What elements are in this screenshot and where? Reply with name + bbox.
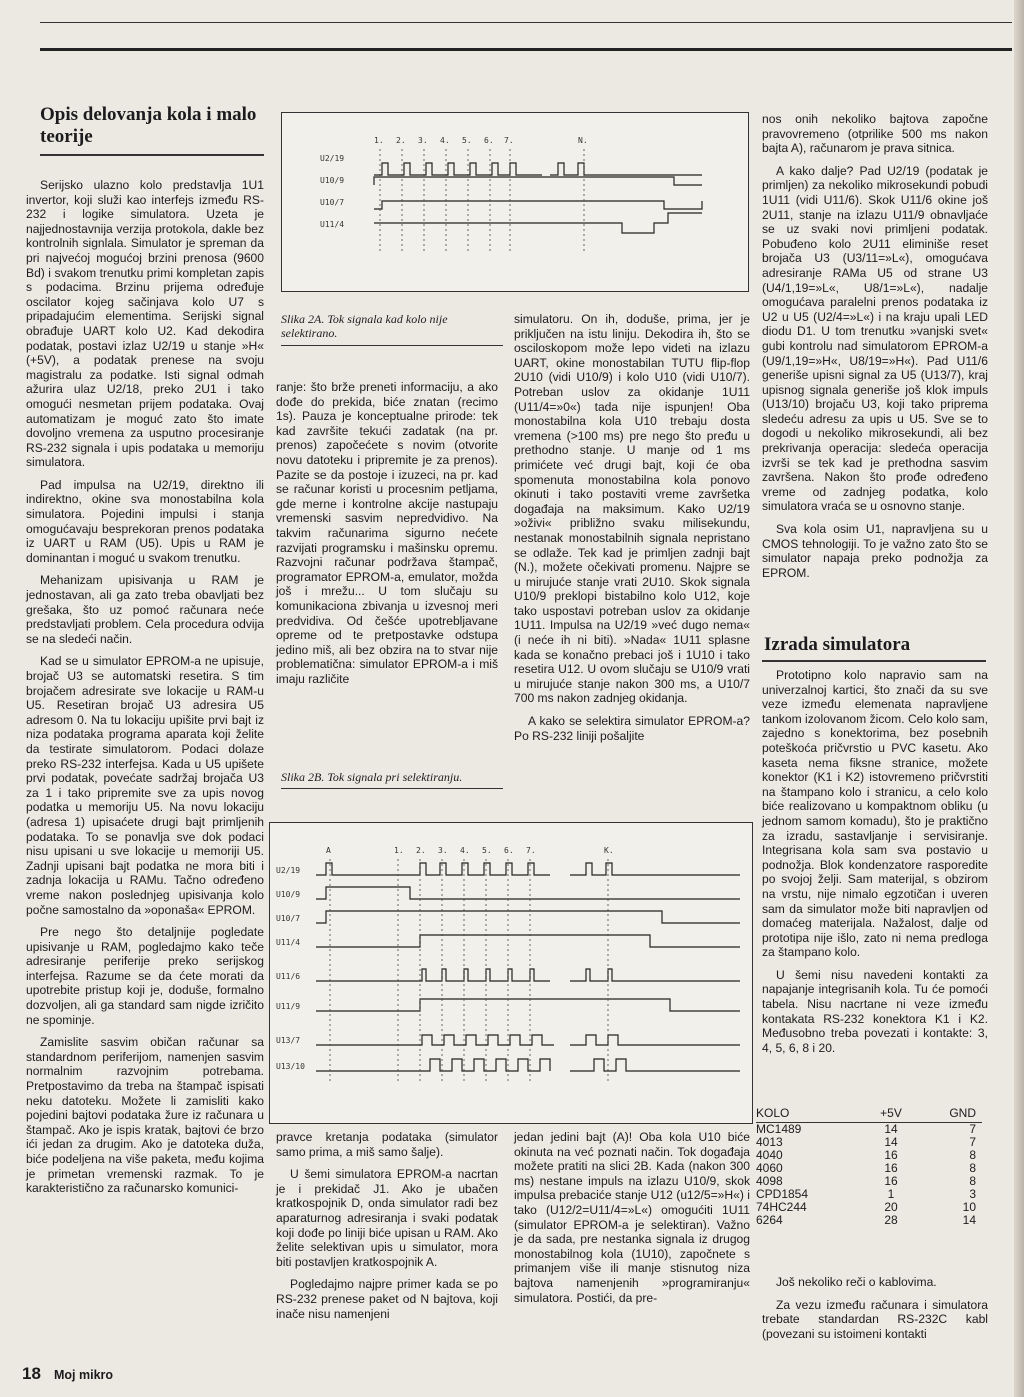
column-4: [762, 112, 988, 588]
column-3-bottom: [514, 1130, 750, 1313]
table-cell: 1: [887, 1187, 895, 1201]
column-2-bottom: [276, 1130, 498, 1329]
diagram-label: U13/10: [276, 1062, 305, 1071]
column-3: [514, 312, 750, 751]
diagram-label: 4.: [460, 846, 470, 855]
table-row: [756, 1149, 982, 1162]
table-row: [756, 1136, 982, 1149]
diagram-label: N.: [578, 136, 588, 145]
table-cell: MC1489: [756, 1122, 802, 1136]
paragraph: Pre nego što detaljnije pogledate upisivanje u RAM, pogledajmo kako teče adresiranje periferije preko serijskog interfejsa. Razume se da ćete morati da upotrebite pristup koji je, doduše, formalno dozvoljen, ali ga standard sam nigde izričito ne spominje.: [26, 925, 264, 1027]
page-spine-shadow: [1014, 0, 1024, 1397]
top-rule-thick: [40, 48, 1012, 51]
table-header-gnd: GND: [949, 1106, 976, 1120]
diagram-label: U11/9: [276, 1002, 301, 1011]
paragraph: Serijsko ulazno kolo predstavlja 1U1 invertor, koji služi kao interfejs između RS-232 i logike simulatora. Uzeta je najjednostavnija verzija protokola, dakle bez kontrolnih signlala. Simulator je spreman da pri najvećoj mogućoj brzini prenosa (9600 Bd) i svakom trenutku primi kompletan zapis s podacima. Brzinu prijema određuje oscilator kojeg sačinjava kolo U7 s pripadajućim elementima. Serijski signal obrađuje UART kolo U2. Kad dekodira podatak, postavi izlaz U2/19 u stanje »H« (+5V), a podatak prenese na svoju magistralu za podatke. Isti signal odmah ažurira ulaz U2/18, preko 2U1 i tako omogući nesmetan prijem podataka. Ovaj automatizam je moguć zato što imate dovoljno vremena za usputno procesiranje RS-232 signala i upis podataka u memoriju simulatora.: [26, 178, 264, 470]
diagram-label: U11/4: [276, 938, 301, 947]
diagram-label: 4.: [440, 136, 450, 145]
page-number: 18: [22, 1364, 41, 1383]
diagram-label: U10/7: [320, 198, 345, 207]
caption-rule: [281, 788, 503, 789]
table-cell: 4060: [756, 1161, 783, 1175]
diagram-label: 2.: [396, 136, 406, 145]
table-row: [756, 1214, 982, 1227]
paragraph: Prototipno kolo napravio sam na univerzalnoj kartici, što znači da su sve veze između elemenata napravljene tankom izolovanom žicom. Celo kolo sam, zajedno s konektorima, bez posebnih poteškoća pričvrstio u PVC kasetu. Ako kaseta nema fiksne stranice, možete konektor (K1 i K2) istovremeno pričvrstiti na štampano kolo i stranicu, a celo kolo biće realizovano u kompaktnom obliku (u jednom samom komadu), što je praktično za izradu, sastavljanje i servisiranje. Integrisana kola sam sva postavio u podnožja. Blok kondenzatore rasporedite po svojoj želji. Sam materijal, s obzirom na vrstu, nije nimalo egzotičan i uveren sam da simulator može biti napravljen od domaćeg materijala. Nažalost, dalje od prototipa nije išlo, zato ni nema predloga za štampano kolo.: [762, 668, 988, 960]
diagram-label: U2/19: [320, 154, 345, 163]
column-4-middle: [762, 668, 988, 1063]
table-cell: 4040: [756, 1148, 783, 1162]
figure-caption-2a: Slika 2A. Tok signala kad kolo nije selektirano.: [281, 312, 448, 340]
diagram-label: U10/7: [276, 914, 301, 923]
section-heading-build: Izrada simulatora: [764, 634, 911, 655]
section-heading-theory: Opis delovanja kola i malo teorije: [40, 104, 257, 147]
timing-diagram-2b: [269, 822, 753, 1124]
magazine-name: Moj mikro: [54, 1368, 114, 1382]
power-pin-table: [756, 1106, 982, 1227]
column-1: [26, 178, 264, 1204]
table-cell: 20: [884, 1200, 898, 1214]
paragraph: Kad se u simulator EPROM-a ne upisuje, brojač U3 se automatski resetira. S tim brojačem adresirate sve lokacije u RAM-u U5. Resetiran brojač U3 adresira U5 adresom 0. Na tu lokaciju upišite prvi bajt iz niza podataka programa aparata koji želite da testirate simulatorom. Podaci dolaze preko RS-232 interfejsa. Kada u U5 upišete prvi podatak, povećate sadržaj brojača U3 za 1 i tako pripremite sve za upis novog podatka u memoriju U5. Na novu lokaciju (adresa 1) upisaćete drugi bajt primljenih podataka. To se ponavlja sve dok podaci nisu upisani u sve lokacije u memoriji U5. Zadnji upisani bajt podatka ne mora biti i zadnja lokacija u RAMu. Tačno određeno vreme nakon poslednjeg upisivanja kolo počne samostalno da »oponaša« EPROM.: [26, 654, 264, 917]
paragraph: Za vezu između računara i simulatora trebate standardan RS-232C kabl (povezani su istoimeni kontakti: [762, 1297, 988, 1341]
table-header-kolo: KOLO: [756, 1106, 790, 1120]
column-2: [276, 380, 498, 694]
diagram-label: U13/7: [276, 1036, 301, 1045]
diagram-label: 7.: [526, 846, 536, 855]
table-cell: 74HC244: [756, 1200, 807, 1214]
table-cell: 3: [969, 1187, 976, 1201]
table-cell: 16: [884, 1174, 898, 1188]
diagram-label: 5.: [462, 136, 472, 145]
timing-diagram-2a: [281, 112, 749, 292]
table-cell: 4098: [756, 1174, 783, 1188]
table-cell: 7: [969, 1135, 976, 1149]
table-cell: 8: [969, 1161, 976, 1175]
heading-rule: [40, 154, 264, 156]
diagram-label: 1.: [374, 136, 384, 145]
table-cell: CPD1854: [756, 1187, 809, 1201]
diagram-label: 7.: [504, 136, 514, 145]
table-cell: 4013: [756, 1135, 783, 1149]
diagram-label: 5.: [482, 846, 492, 855]
table-cell: 14: [962, 1213, 976, 1227]
paragraph: pravce kretanja podataka (simulator samo prima, a miš samo šalje).: [276, 1130, 498, 1159]
table-row: [756, 1123, 982, 1136]
paragraph: Zamislite sasvim običan računar sa standardnom periferijom, namenjen sasvim normalnim razvojnim potrebama. Pretpostavimo da treba na štampač ispisati neku datoteku. Možete li zamisliti kako pojedini bajtovi podataka žure iz računara u štampač. Ako je ispis kratak, bajtovi će brzo ići jedan za drugim. Ako je datoteka duža, biće podeljena na više paketa, među kojima je primetan vremenski razmak. To je karakteristično za računarsko komunici-: [26, 1035, 264, 1196]
table-row: [756, 1201, 982, 1214]
diagram-label: U11/6: [276, 972, 301, 981]
table-cell: 8: [969, 1174, 976, 1188]
table-cell: 14: [884, 1122, 898, 1136]
diagram-label: A: [326, 846, 331, 855]
table-cell: 14: [884, 1135, 898, 1149]
diagram-label: 3.: [438, 846, 448, 855]
diagram-label: 1.: [394, 846, 404, 855]
paragraph: jedan jedini bajt (A)! Oba kola U10 biće okinuta na već poznati način. Tok događaja možete pratiti na slici 2B. Kada (nakon 300 ms) nestane impuls na izlazu U10/9, skok impulsa prebaciće stanje U12 (u12/5=»H«) i tako (U12/2=U11/4=»L«) omogućiti 1U11 (simulator EPROM-a je selektiran). Važno je da sada, pre nestanka signala iz drugog monostabilnog kola (1U10), započnete s primanjem više ili manje stisnutog niza bajtova namenjenih »programiranju« simulatora. Postići, da pre-: [514, 1130, 750, 1305]
top-rule: [40, 22, 1012, 23]
paragraph: A kako se selektira simulator EPROM-a? Po RS-232 liniji pošaljite: [514, 714, 750, 743]
table-cell: 6264: [756, 1213, 783, 1227]
diagram-label: 6.: [484, 136, 494, 145]
paragraph: Pad impulsa na U2/19, direktno ili indirektno, okine sva monostabilna kola simulatora. Pojedini impulsi i stanja omogućavaju besprekoran prenos podataka iz UART u RAM (U5). Upis u RAM je dominantan i moguć u svakom trenutku.: [26, 477, 264, 565]
diagram-label: 6.: [504, 846, 514, 855]
diagram-label: K.: [604, 846, 614, 855]
diagram-label: U10/9: [276, 890, 301, 899]
paragraph: U šemi nisu navedeni kontakti za napajanje integrisanih kola. Tu će pomoći tabela. Nisu nacrtane ni veze između kontakata RS-232 konektora K1 i K2. Međusobno treba povezati i kontakte: 3, 4, 5, 6, 8 i 20.: [762, 967, 988, 1055]
figure-caption-2b: Slika 2B. Tok signala pri selektiranju.: [281, 770, 463, 784]
diagram-label: U2/19: [276, 866, 301, 875]
timing-diagram-2a-svg: [282, 113, 748, 291]
paragraph: nos onih nekoliko bajtova započne pravovremeno (otprilike 500 ms nakon bajta A), računarom je prava sitnica.: [762, 112, 988, 156]
table-header: [756, 1106, 982, 1123]
timing-diagram-2b-svg: [270, 823, 752, 1123]
caption-rule: [281, 345, 503, 346]
table-cell: 8: [969, 1148, 976, 1162]
table-header-5v: +5V: [880, 1106, 902, 1120]
table-cell: 28: [884, 1213, 898, 1227]
diagram-label: 2.: [416, 846, 426, 855]
table-cell: 16: [884, 1148, 898, 1162]
paragraph: Sva kola osim U1, napravljena su u CMOS tehnologiji. To je važno zato što se simulator napaja preko podnožja za EPROM.: [762, 522, 988, 580]
paragraph: A kako dalje? Pad U2/19 (podatak je primljen) za nekoliko mikrosekundi pobudi 1U11 (vidi U11/6). Skok U11/6 okine još 2U11, stanje na izlazu U11/9 obnavljaće se uz svaki novi primljeni podatak. Pobuđeno kolo 2U11 eliminiše reset brojača U3 (U3/11=»L«), omogućava adresiranje RAMa U5 od strane U3 (U4/1,19=»L«, U8/1=»L«), nadalje omogućava paralelni prenos podataka iz U2 u U5 (U2/4=»L«) i na kraju upali LED diodu D1. U tom trenutku »vanjski svet« gubi kontrolu nad simulatorom EPROM-a (U9/1,19=»H«, U8/19=»H«). Pad U11/6 generiše upisni signal za U5 (U13/7), kraj upisnog signala generiše još klok impuls (U13/10) brojaču U3, koji tako pripremа sledeću adresu za upis u U5. Sve se to dogodi u nekoliko mikrosekundi, ali bez prekrivanja operacija: sledeća operacija izvrši se tek kad je prethodna sasvim završena. Nakon što prođe određeno vreme od zadnjeg podatka, kolo simulatora vraća se u osnovno stanje.: [762, 163, 988, 514]
paragraph: Pogledajmo najpre primer kada se po RS-232 prenese paket od N bajtova, koji inače nisu namenjeni: [276, 1277, 498, 1321]
paragraph: U šemi simulatora EPROM-a nacrtan je i prekidač J1. Ako je ubačen kratkospojnik D, onda simulator radi bez aparaturnog adresiranja i svaki podatak koji dođe po liniji biće upisan u RAM. Ako želite selektivan upis u simulator, mora biti postavljen kratkospojnik A.: [276, 1167, 498, 1269]
table-row: [756, 1162, 982, 1175]
column-4-bottom: [762, 1275, 988, 1349]
paragraph: Mehanizam upisivanja u RAM je jednostavan, ali ga zato treba obavljati bez grešaka, što uz pomoć računara neće predstavljati problem. Cela procedura odvija se na sledeći način.: [26, 573, 264, 646]
diagram-label: 3.: [418, 136, 428, 145]
paragraph: simulatoru. On ih, doduše, prima, jer je priključen na istu liniju. Dekodira ih, što se osciloskopom može lepo videti na izlazu UART, okine monostabilan TUTU flip-flop 2U10 (vidi U10/9) i kolo U10 (vidi U10/7). Potreban uslov za okidanje 1U11 (U11/4=»0«) tada nije ispunjen! Oba monostabilna kola U10 trebaju dosta vremena (>100 ms) pre nego što pređu u prethodno stanje. U manje od 1 ms primićete već drugi bajt, koji će oba spomenuta monostabilna kola ponovo okinuti i tako postaviti vreme završetka događaja na maksimum. Kako U2/19 »oživi« približno svaku milisekundu, nestanak monostabilnih signala nepristano se odlaže. Tek kad je primljen zadnji bajt (N.), možete očekivati promenu. Najpre se u mirujuće stanje vrati 2U10. Skok signala U10/9 preklopi bistabilno kolo U12, koje tako uspostavi potreban uslov za okidanje 1U11. Impulsa na U2/19 »već dugo nema« (i neće ih ni biti). »Nada« 1U11 splasne kada se konačno prebaci još i 1U10 i tako resetira U12. U ovom slučaju se U10/9 vrati u mirujuće stanje nakon 300 ms, a U10/7 700 ms nakon zadnjeg okidanja.: [514, 312, 750, 706]
table-cell: 10: [962, 1200, 976, 1214]
diagram-label: U10/9: [320, 176, 345, 185]
diagram-label: U11/4: [320, 220, 345, 229]
heading-rule: [762, 660, 986, 662]
paragraph: Još nekoliko reči o kablovima.: [776, 1275, 937, 1289]
paragraph: ranje: što brže preneti informaciju, a ako dođe do prekida, biće znatan (recimo 1s). Pauza je konceptualne prirode: tek kad završite tekući zadatak (na pr. prenos) započećete s novim (otvorite novu datoteku i pripremite je za prenos). Pazite se da postoje i izuzeci, na pr. kad se računar koristi u procesnim petljama, gde merne i kontrolne akcije nastupaju vremenski sasvim nepredvidivo. Na takvim računarima sigurno nećete razvijati programsku i mašinsku opremu. Razvojni računar podržava štampač, programator EPROM-a, emulator, možda još i mrežu... U tom slučaju su komunikaciona zbivanja u izvesnoj meri predvidiva. Od češće upotrebljavane opreme od te pretpostavke odstupa jedino miš, ali bez obzira na to stvar nije problematična: simulator EPROM-a i miš imaju različite: [276, 380, 498, 686]
table-cell: 7: [969, 1122, 976, 1136]
table-cell: 16: [884, 1161, 898, 1175]
